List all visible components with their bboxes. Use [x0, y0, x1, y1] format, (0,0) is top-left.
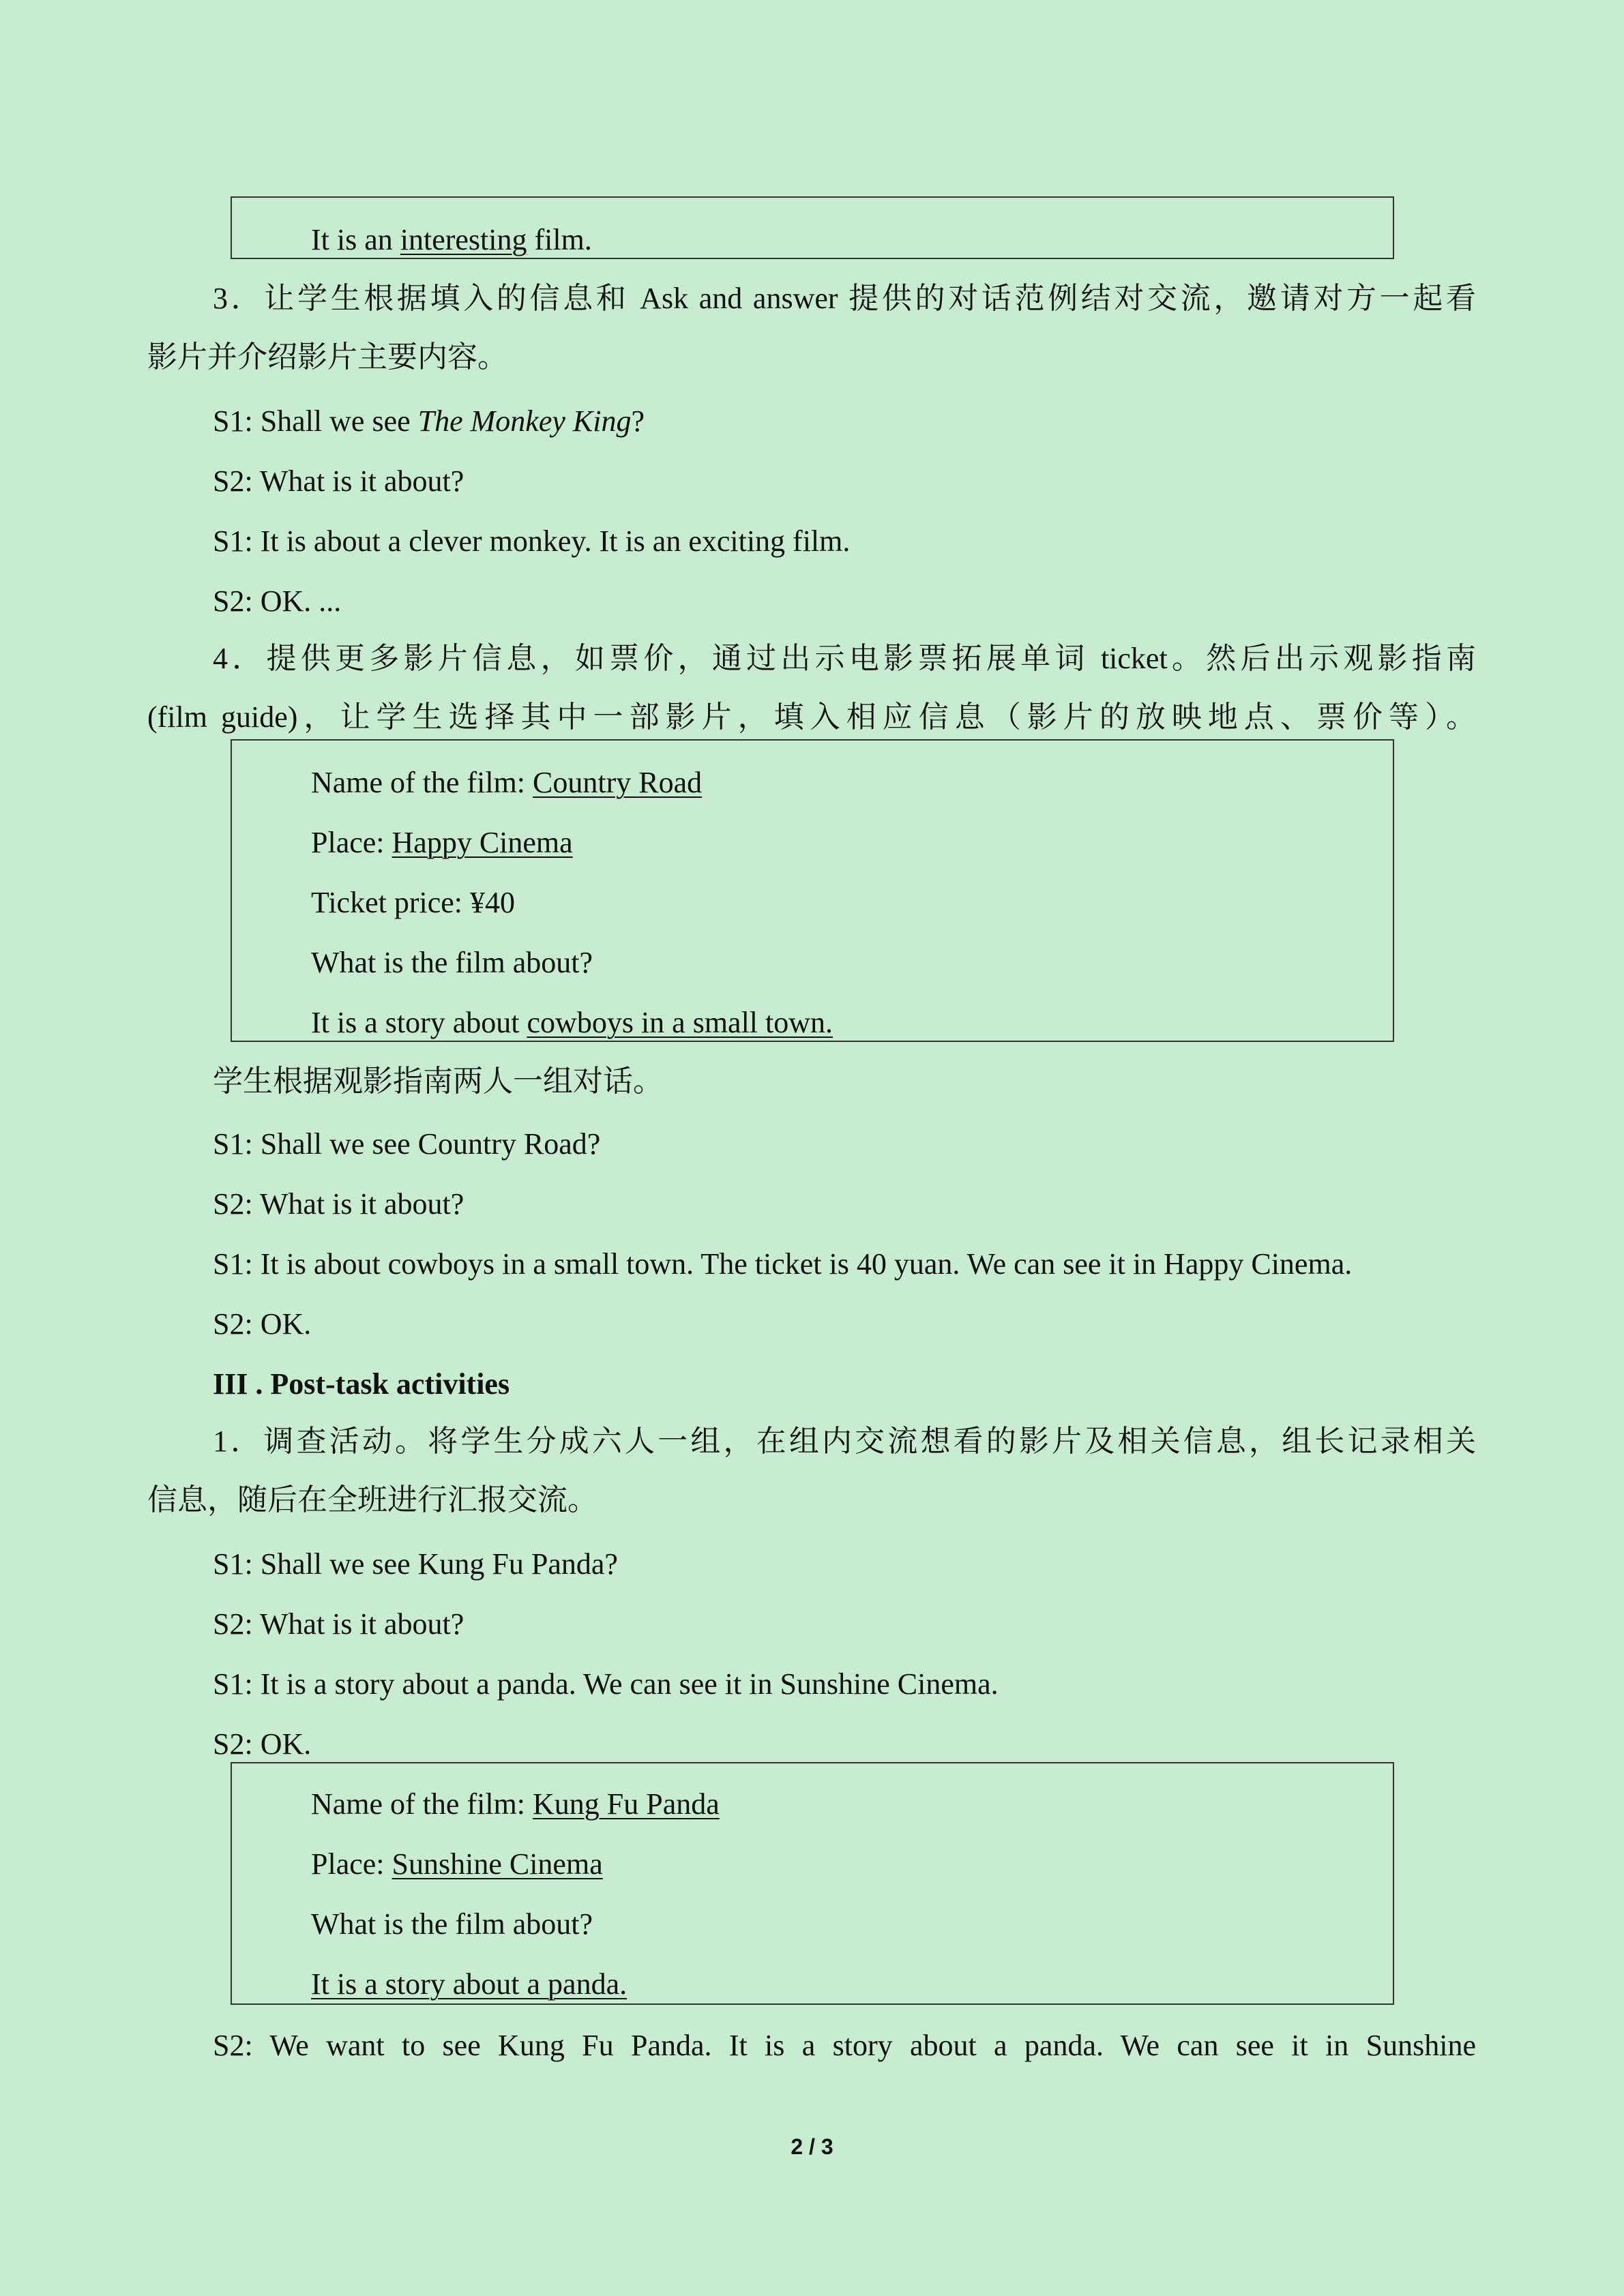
- film-title-monkey-king: The Monkey King: [417, 404, 632, 438]
- box2-name-line: Name of the film: Country Road: [311, 766, 703, 799]
- box2-price-line: Ticket price: ¥40: [311, 886, 515, 919]
- survey-line2: 信息，随后在全班进行汇报交流。: [147, 1483, 597, 1517]
- item4-line1: 4．提供更多影片信息，如票价，通过出示电影票拓展单词 ticket。然后出示观影指南: [213, 642, 1476, 675]
- box1-line: It is an interesting film.: [311, 223, 592, 256]
- dialog1-line1: S1: Shall we see The Monkey King?: [213, 404, 645, 438]
- dialog2-line1: S1: Shall we see Country Road?: [213, 1127, 601, 1161]
- box2-place-value: Happy Cinema: [392, 826, 573, 859]
- box3-answer-line: It is a story about a panda.: [311, 1967, 628, 2001]
- dialog3-line2: S2: What is it about?: [213, 1607, 464, 1641]
- survey-line1: 1．调查活动。将学生分成六人一组，在组内交流想看的影片及相关信息，组长记录相关: [213, 1425, 1476, 1458]
- page-number: 2 / 3: [791, 2134, 833, 2159]
- box2-question-line: What is the film about?: [311, 946, 593, 979]
- dialog1-line4: S2: OK. ...: [213, 584, 342, 618]
- section-heading: III . Post-task activities: [213, 1367, 510, 1401]
- box2-name-value: Country Road: [533, 766, 703, 799]
- dialog1-line2: S2: What is it about?: [213, 464, 464, 498]
- dialog3-line3: S1: It is a story about a panda. We can see it in Sunshine Cinema.: [213, 1667, 999, 1701]
- dialog3-line1: S1: Shall we see Kung Fu Panda?: [213, 1547, 618, 1581]
- box2-place-line: Place: Happy Cinema: [311, 826, 573, 859]
- box3-place-value: Sunshine Cinema: [392, 1847, 603, 1881]
- item4-line2: (film guide)，让学生选择其中一部影片，填入相应信息（影片的放映地点、票价等）。: [147, 700, 1476, 734]
- box2-answer-line: It is a story about cowboys in a small town.: [311, 1006, 833, 1039]
- box2-answer-value: cowboys in a small town.: [527, 1006, 833, 1039]
- dialog2-line4: S2: OK.: [213, 1307, 312, 1341]
- dialog3-line4: S2: OK.: [213, 1727, 312, 1761]
- final-dialog-line: S2: We want to see Kung Fu Panda. It is a story about a panda. We can see it in Sunshine: [213, 2029, 1476, 2062]
- item3-line1: 3．让学生根据填入的信息和 Ask and answer 提供的对话范例结对交流，邀请对方一起看: [213, 282, 1476, 315]
- box1-underlined-word: interesting: [400, 223, 527, 256]
- dialog2-line3: S1: It is about cowboys in a small town. The ticket is 40 yuan. We can see it in Happy Cinema.: [213, 1247, 1353, 1281]
- box3-name-value: Kung Fu Panda: [533, 1787, 720, 1821]
- box3-question-line: What is the film about?: [311, 1907, 593, 1941]
- dialog2-line2: S2: What is it about?: [213, 1187, 464, 1221]
- box3-name-line: Name of the film: Kung Fu Panda: [311, 1787, 720, 1821]
- box3-place-line: Place: Sunshine Cinema: [311, 1847, 603, 1881]
- item3-line2: 影片并介绍影片主要内容。: [147, 340, 507, 374]
- pair-dialog-intro: 学生根据观影指南两人一组对话。: [213, 1064, 663, 1098]
- dialog1-line3: S1: It is about a clever monkey. It is an exciting film.: [213, 524, 851, 558]
